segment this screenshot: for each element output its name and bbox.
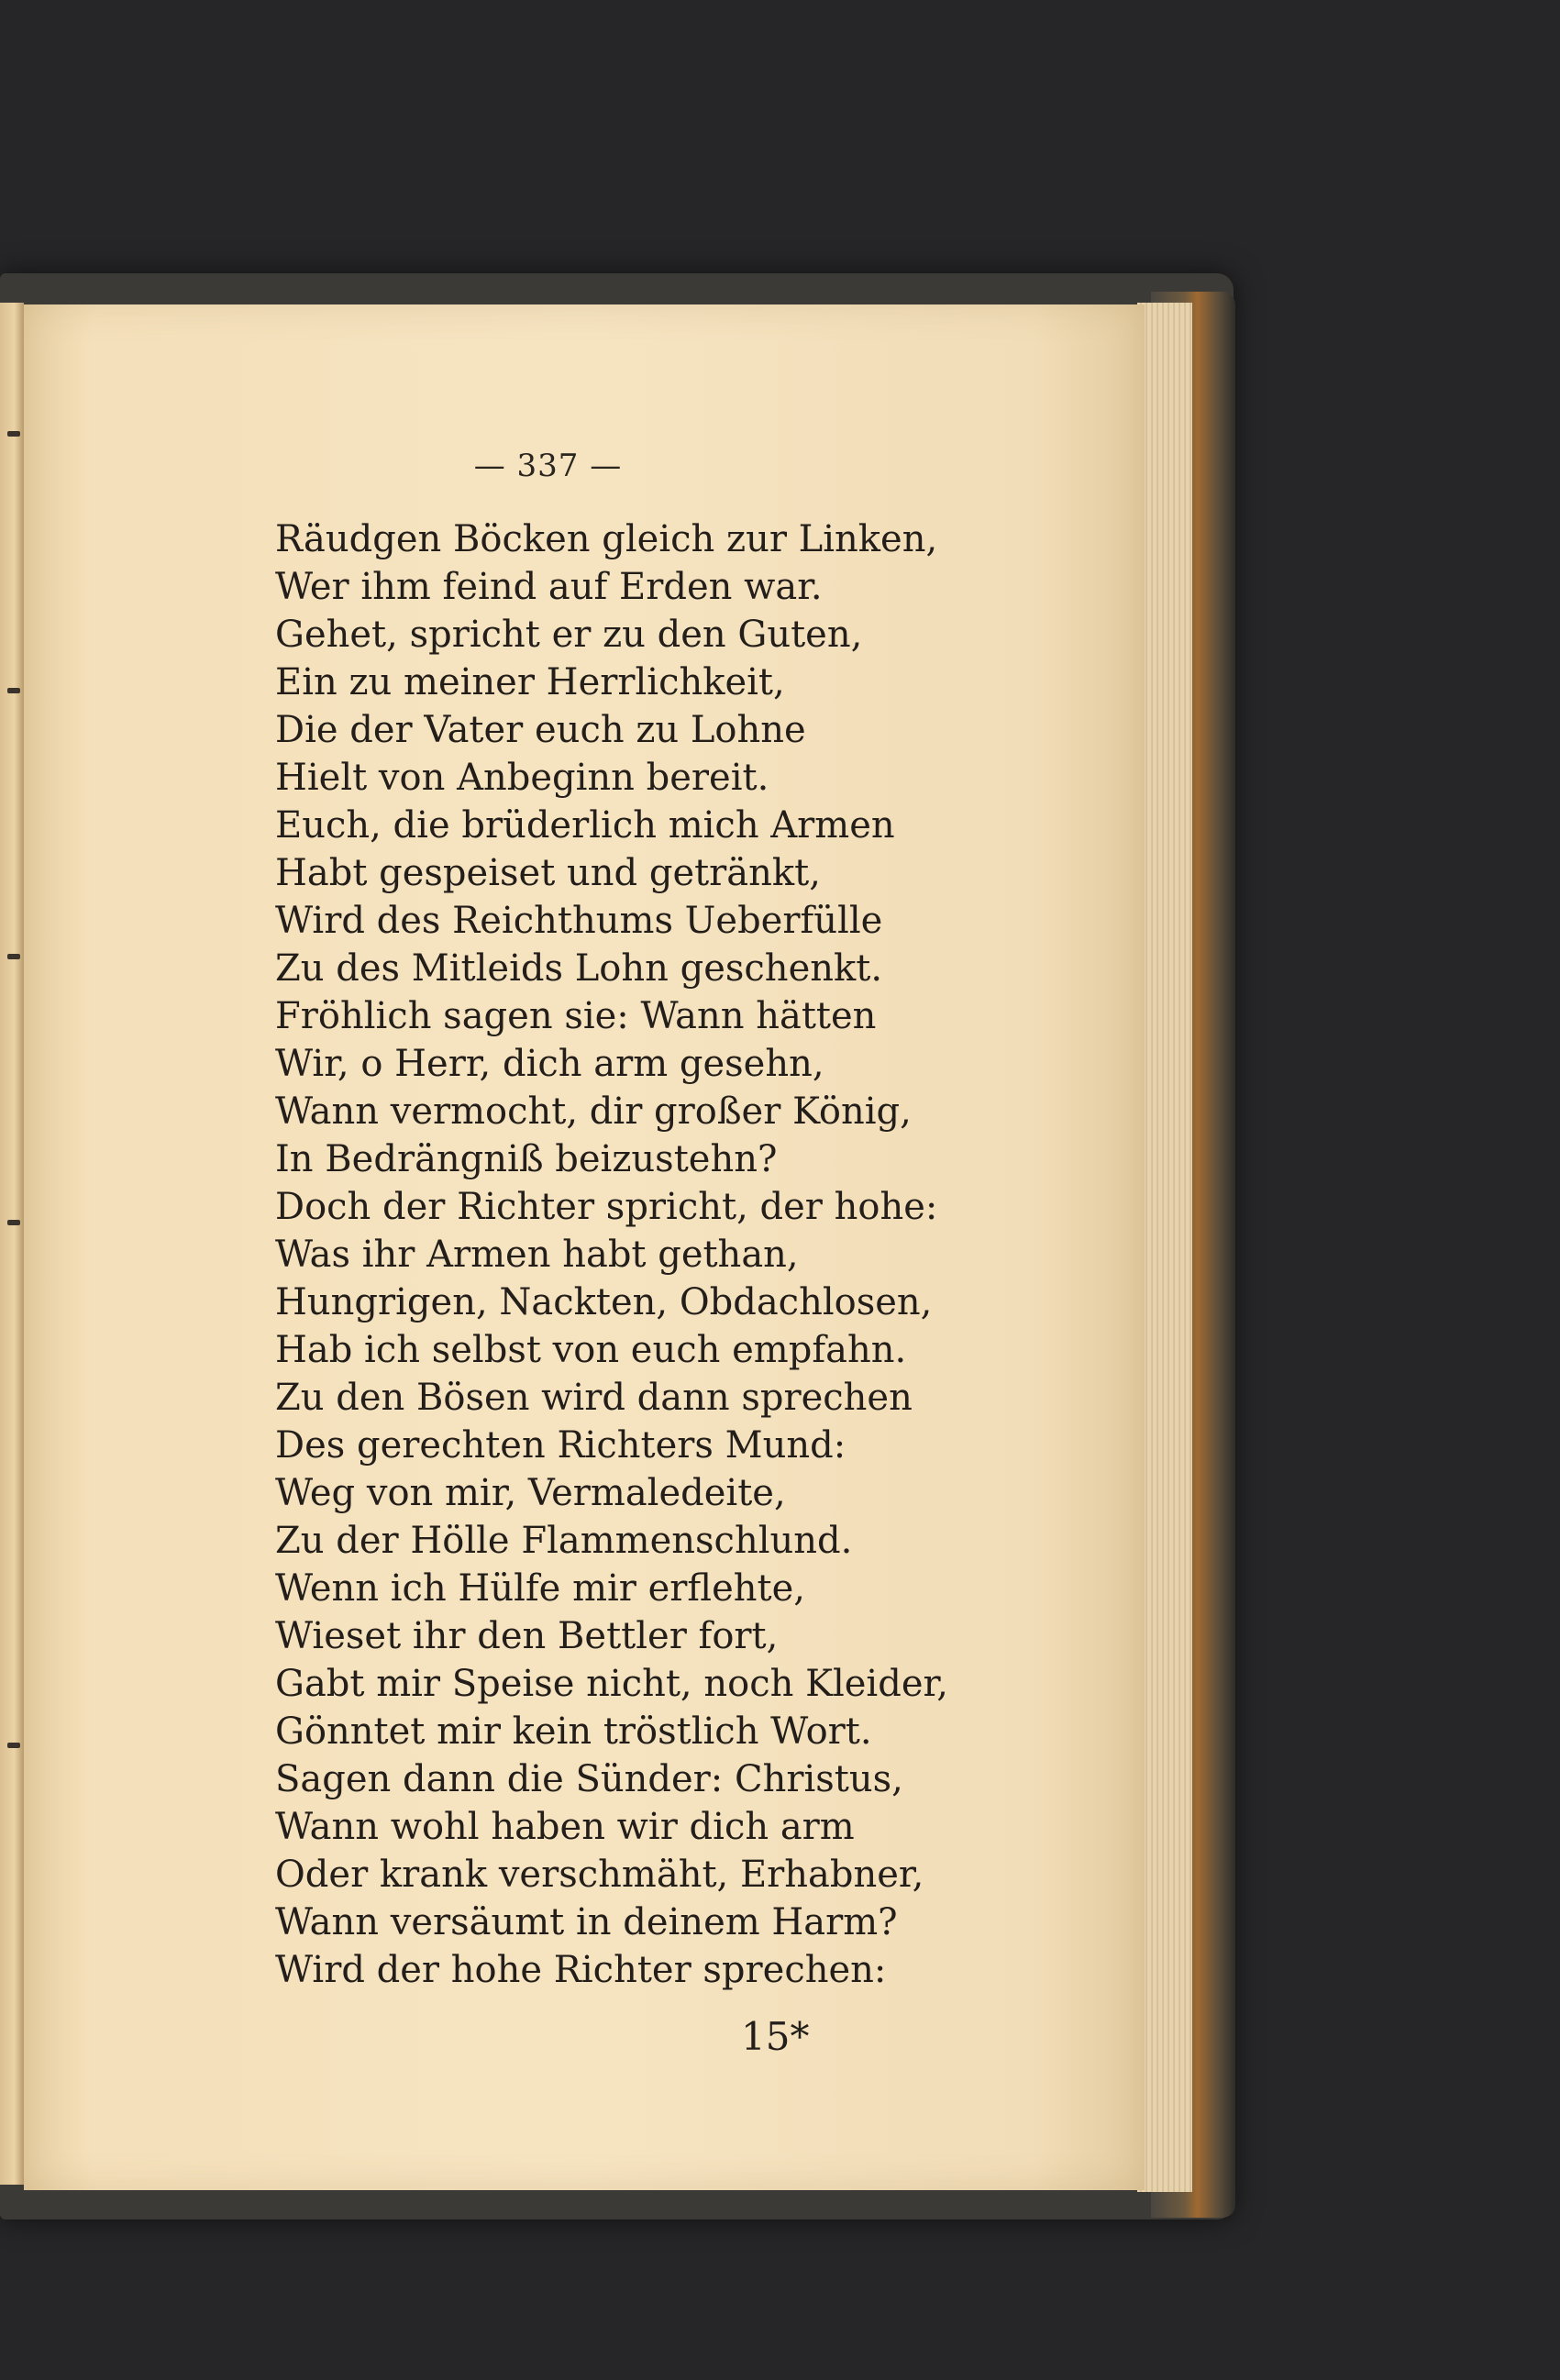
poem-line: Wer ihm feind auf Erden war.: [275, 566, 823, 608]
left-page-sliver: [0, 303, 24, 2185]
poem-line: Hab ich selbst von euch empfahn.: [275, 1329, 907, 1371]
poem-line: Doch der Richter spricht, der hohe:: [275, 1186, 938, 1228]
poem-line: Gabt mir Speise nicht, noch Kleider,: [275, 1663, 948, 1705]
poem-line: Zu der Hölle Flammenschlund.: [275, 1520, 853, 1562]
poem-line: Räudgen Böcken gleich zur Linken,: [275, 518, 938, 560]
poem-line: Wird des Reichthums Ueberfülle: [275, 900, 883, 942]
poem-line: Gehet, spricht er zu den Guten,: [275, 614, 863, 656]
binding-mark: [7, 1220, 20, 1225]
poem-line: Wann wohl haben wir dich arm: [275, 1806, 855, 1848]
poem-line: Euch, die brüderlich mich Armen: [275, 804, 895, 847]
poem-line: Zu den Bösen wird dann sprechen: [275, 1377, 913, 1419]
poem-line: Gönntet mir kein tröstlich Wort.: [275, 1710, 872, 1753]
poem-line: Fröhlich sagen sie: Wann hätten: [275, 995, 877, 1037]
poem-line: Wann versäumt in deinem Harm?: [275, 1901, 898, 1943]
poem-line: Habt gespeiset und getränkt,: [275, 852, 821, 894]
page-number: — 337 —: [473, 448, 623, 484]
poem-line: Wir, o Herr, dich arm gesehn,: [275, 1043, 824, 1085]
binding-mark: [7, 954, 20, 959]
signature-mark: 15*: [741, 2014, 810, 2059]
poem-line: Oder krank verschmäht, Erhabner,: [275, 1854, 924, 1896]
poem-line: Zu des Mitleids Lohn geschenkt.: [275, 947, 883, 990]
poem-line: Wieset ihr den Bettler fort,: [275, 1615, 779, 1657]
binding-mark: [7, 431, 20, 437]
poem-line: Wann vermocht, dir großer König,: [275, 1090, 912, 1133]
binding-mark: [7, 688, 20, 693]
poem-line: Weg von mir, Vermaledeite,: [275, 1472, 786, 1514]
poem-line: Die der Vater euch zu Lohne: [275, 709, 806, 751]
poem-line: Hungrigen, Nackten, Obdachlosen,: [275, 1281, 933, 1323]
binding-mark: [7, 1743, 20, 1748]
poem-line: Ein zu meiner Herrlichkeit,: [275, 661, 785, 703]
poem-line: In Bedrängniß beizustehn?: [275, 1138, 778, 1180]
poem-line: Was ihr Armen habt gethan,: [275, 1234, 799, 1276]
page-edges: [1137, 303, 1192, 2192]
poem-line: Hielt von Anbeginn bereit.: [275, 757, 769, 799]
poem-text: [275, 515, 972, 1994]
poem-line: Des gerechten Richters Mund:: [275, 1424, 846, 1467]
poem-line: Sagen dann die Sünder: Christus,: [275, 1758, 903, 1800]
poem-line: Wenn ich Hülfe mir erflehte,: [275, 1567, 805, 1610]
poem-line: Wird der hohe Richter sprechen:: [275, 1949, 887, 1991]
